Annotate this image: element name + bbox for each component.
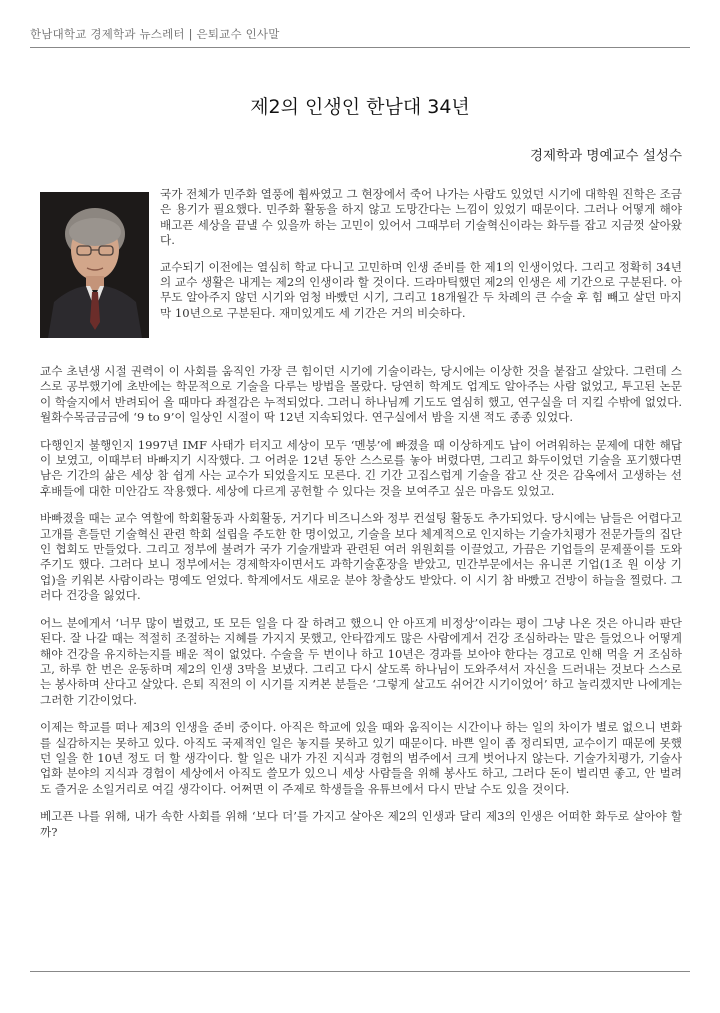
author-portrait xyxy=(40,192,149,338)
footer-divider xyxy=(30,971,690,972)
page-title: 제2의 인생인 한남대 34년 xyxy=(250,96,470,118)
intro-paragraph: 교수되기 이전에는 열심히 학교 다니고 고민하며 인생 준비를 한 제1의 인생이었다. 그리고 정확히 34년의 교수 생활은 내게는 제2의 인생이라 할 것이다. 드라마틱했던 제2의 인생은 세 기간으로 구분된다. 아무도 알아주지 않던 시기와 엄청 바빴던 시기, 그리고 18개월간 두 차례의 큰 수술 후 힘 빼고 살던 마지막 10년으로 구분된다. 재미있게도 세 기간은 거의 비슷하다. xyxy=(160,259,682,320)
body-paragraph: 다행인지 불행인지 1997년 IMF 사태가 터지고 세상이 모두 ‘멘붕’에 빠졌을 때 이상하게도 납이 어려워하는 문제에 대한 해답이 보였고, 이때부터 바빠지기 시작했다. 그 어려운 12년 동안 스스로를 놓아 버렸다면, 그리고 화두이었던 기술을 포기했다면 남은 기간의 삶은 세상 참 쉽게 사는 교수가 되었을지도 모른다. 긴 기간 고집스럽게 기술을 잡고 산 것은 감옥에서 고생하는 선후배들에 대한 미안감도 작용했다. 세상에 다르게 공헌할 수 있다는 것을 보여주고 싶은 마음도 있었고. xyxy=(40,437,682,498)
article-body xyxy=(40,364,682,852)
body-paragraph: 이제는 학교를 떠나 제3의 인생을 준비 중이다. 아직은 학교에 있을 때와 움직이는 시간이나 하는 일의 차이가 별로 없으니 변화를 실감하지는 못하고 있다. 아직도 국제적인 일은 놓지를 못하고 있기 때문이다. 바쁜 일이 좀 정리되면, 교수이기 때문에 못했던 일을 한 10년 정도 더 할 생각이다. 할 일은 내가 가진 지식과 경험의 범주에서 크게 벗어나지 않는다. 기술가치평가, 기술사업화 분야의 지식과 경험이 세상에서 아직도 쓸모가 있으니 세상 사람들을 위해 봉사도 하고, 그러다 돈이 벌리면 좋고, 안 벌려도 즐거운 소일거리로 여길 생각이다. 어쩌면 이 주제로 학생들을 유튜브에서 다시 만날 수도 있을 것이다. xyxy=(40,720,682,796)
running-header: 한남대학교 경제학과 뉴스레터 | 은퇴교수 인사말 xyxy=(30,27,280,41)
body-paragraph: 어느 분에게서 ‘너무 많이 벌렸고, 또 모든 일을 다 잘 하려고 했으니 안 아프게 비정상’이라는 평이 그냥 나온 것은 아니라 판단된다. 잘 나갈 때는 적절히 조절하는 지혜를 가지지 못했고, 안타깝게도 많은 사람에게서 건강 조심하라는 말은 들었으나 어떻게 해야 건강을 유지하는지를 배운 적이 없었다. 수술을 두 번이나 하고 10년은 경과를 보아야 한다는 경고로 인해 먹을 거 조심하고, 하루 한 번은 운동하며 제2의 인생 3막을 보냈다. 그리고 다시 살도록 하나님이 도와주셔서 자신을 드러내는 것보다 스스로는 봉사하며 산다고 살았다. 은퇴 직전의 이 시기를 지켜본 분들은 ‘그렇게 살고도 쉬어간 시기이었어’ 하고 놀리겠지만 나에게는 그러한 기간이었다. xyxy=(40,615,682,707)
body-paragraph: 바빠졌을 때는 교수 역할에 학회활동과 사회활동, 거기다 비즈니스와 정부 컨설팅 활동도 추가되었다. 당시에는 남들은 어렵다고 고개를 흔들던 기술혁신 관련 학회 설립을 주도한 한 명이었고, 기술을 보다 체계적으로 인지하는 기술가치평가 전문가들의 집단인 협회도 만들었다. 그리고 정부에 불려가 국가 기술개발과 관련된 여러 위원회를 이끌었고, 가끔은 기업들의 문제풀이를 도와주기도 했다. 그러다 보니 정부에서는 경제학자이면서도 과학기술훈장을 받았고, 민간부문에서는 유니콘 기업(1조 원 이상 기업)을 키워본 사람이라는 명예도 얻었다. 학계에서도 새로운 분야 창출상도 받았다. 이 시기 참 바빴고 건방이 하늘을 찔렀다. 그러다 건강을 잃었다. xyxy=(40,511,682,603)
intro-section xyxy=(160,187,682,332)
intro-paragraph: 국가 전체가 민주화 열풍에 휩싸였고 그 현장에서 죽어 나가는 사람도 있었던 시기에 대학원 진학은 조금은 용기가 필요했다. 민주화 활동을 하지 않고 도망간다는 느낌이 있었기 때문이다. 그러나 어떻게 해야 배고픈 세상을 끝낼 수 있을까 하는 고민이 있어서 그때부터 기술혁신이라는 화두를 잡고 지금껏 살아왔다. xyxy=(160,187,682,248)
body-paragraph: 교수 초년생 시절 권력이 이 사회를 움직인 가장 큰 힘이던 시기에 기술이라는, 당시에는 이상한 것을 붙잡고 살았다. 그런데 스스로 공부했기에 초반에는 학문적으로 기술을 다루는 방법을 몰랐다. 당연히 학계도 업계도 알아주는 사람 없었고, 투고된 논문이 학술지에서 반려되어 올 때마다 좌절감은 누적되었다. 그러니 하나님께 기도도 열심히 했고, 연구실을 더 지킬 수밖에 없었다. 월화수목금금금에 ‘9 to 9’이 일상인 시절이 딱 12년 지속되었다. 연구실에서 밤을 지샌 적도 종종 있었다. xyxy=(40,364,682,425)
body-paragraph: 베고픈 나를 위해, 내가 속한 사회를 위해 ‘보다 더’를 가지고 살아온 제2의 인생과 달리 제3의 인생은 어떠한 화두로 살아야 할까? xyxy=(40,809,682,839)
author-byline: 경제학과 명예교수 설성수 xyxy=(529,148,682,164)
header-divider xyxy=(30,47,690,48)
